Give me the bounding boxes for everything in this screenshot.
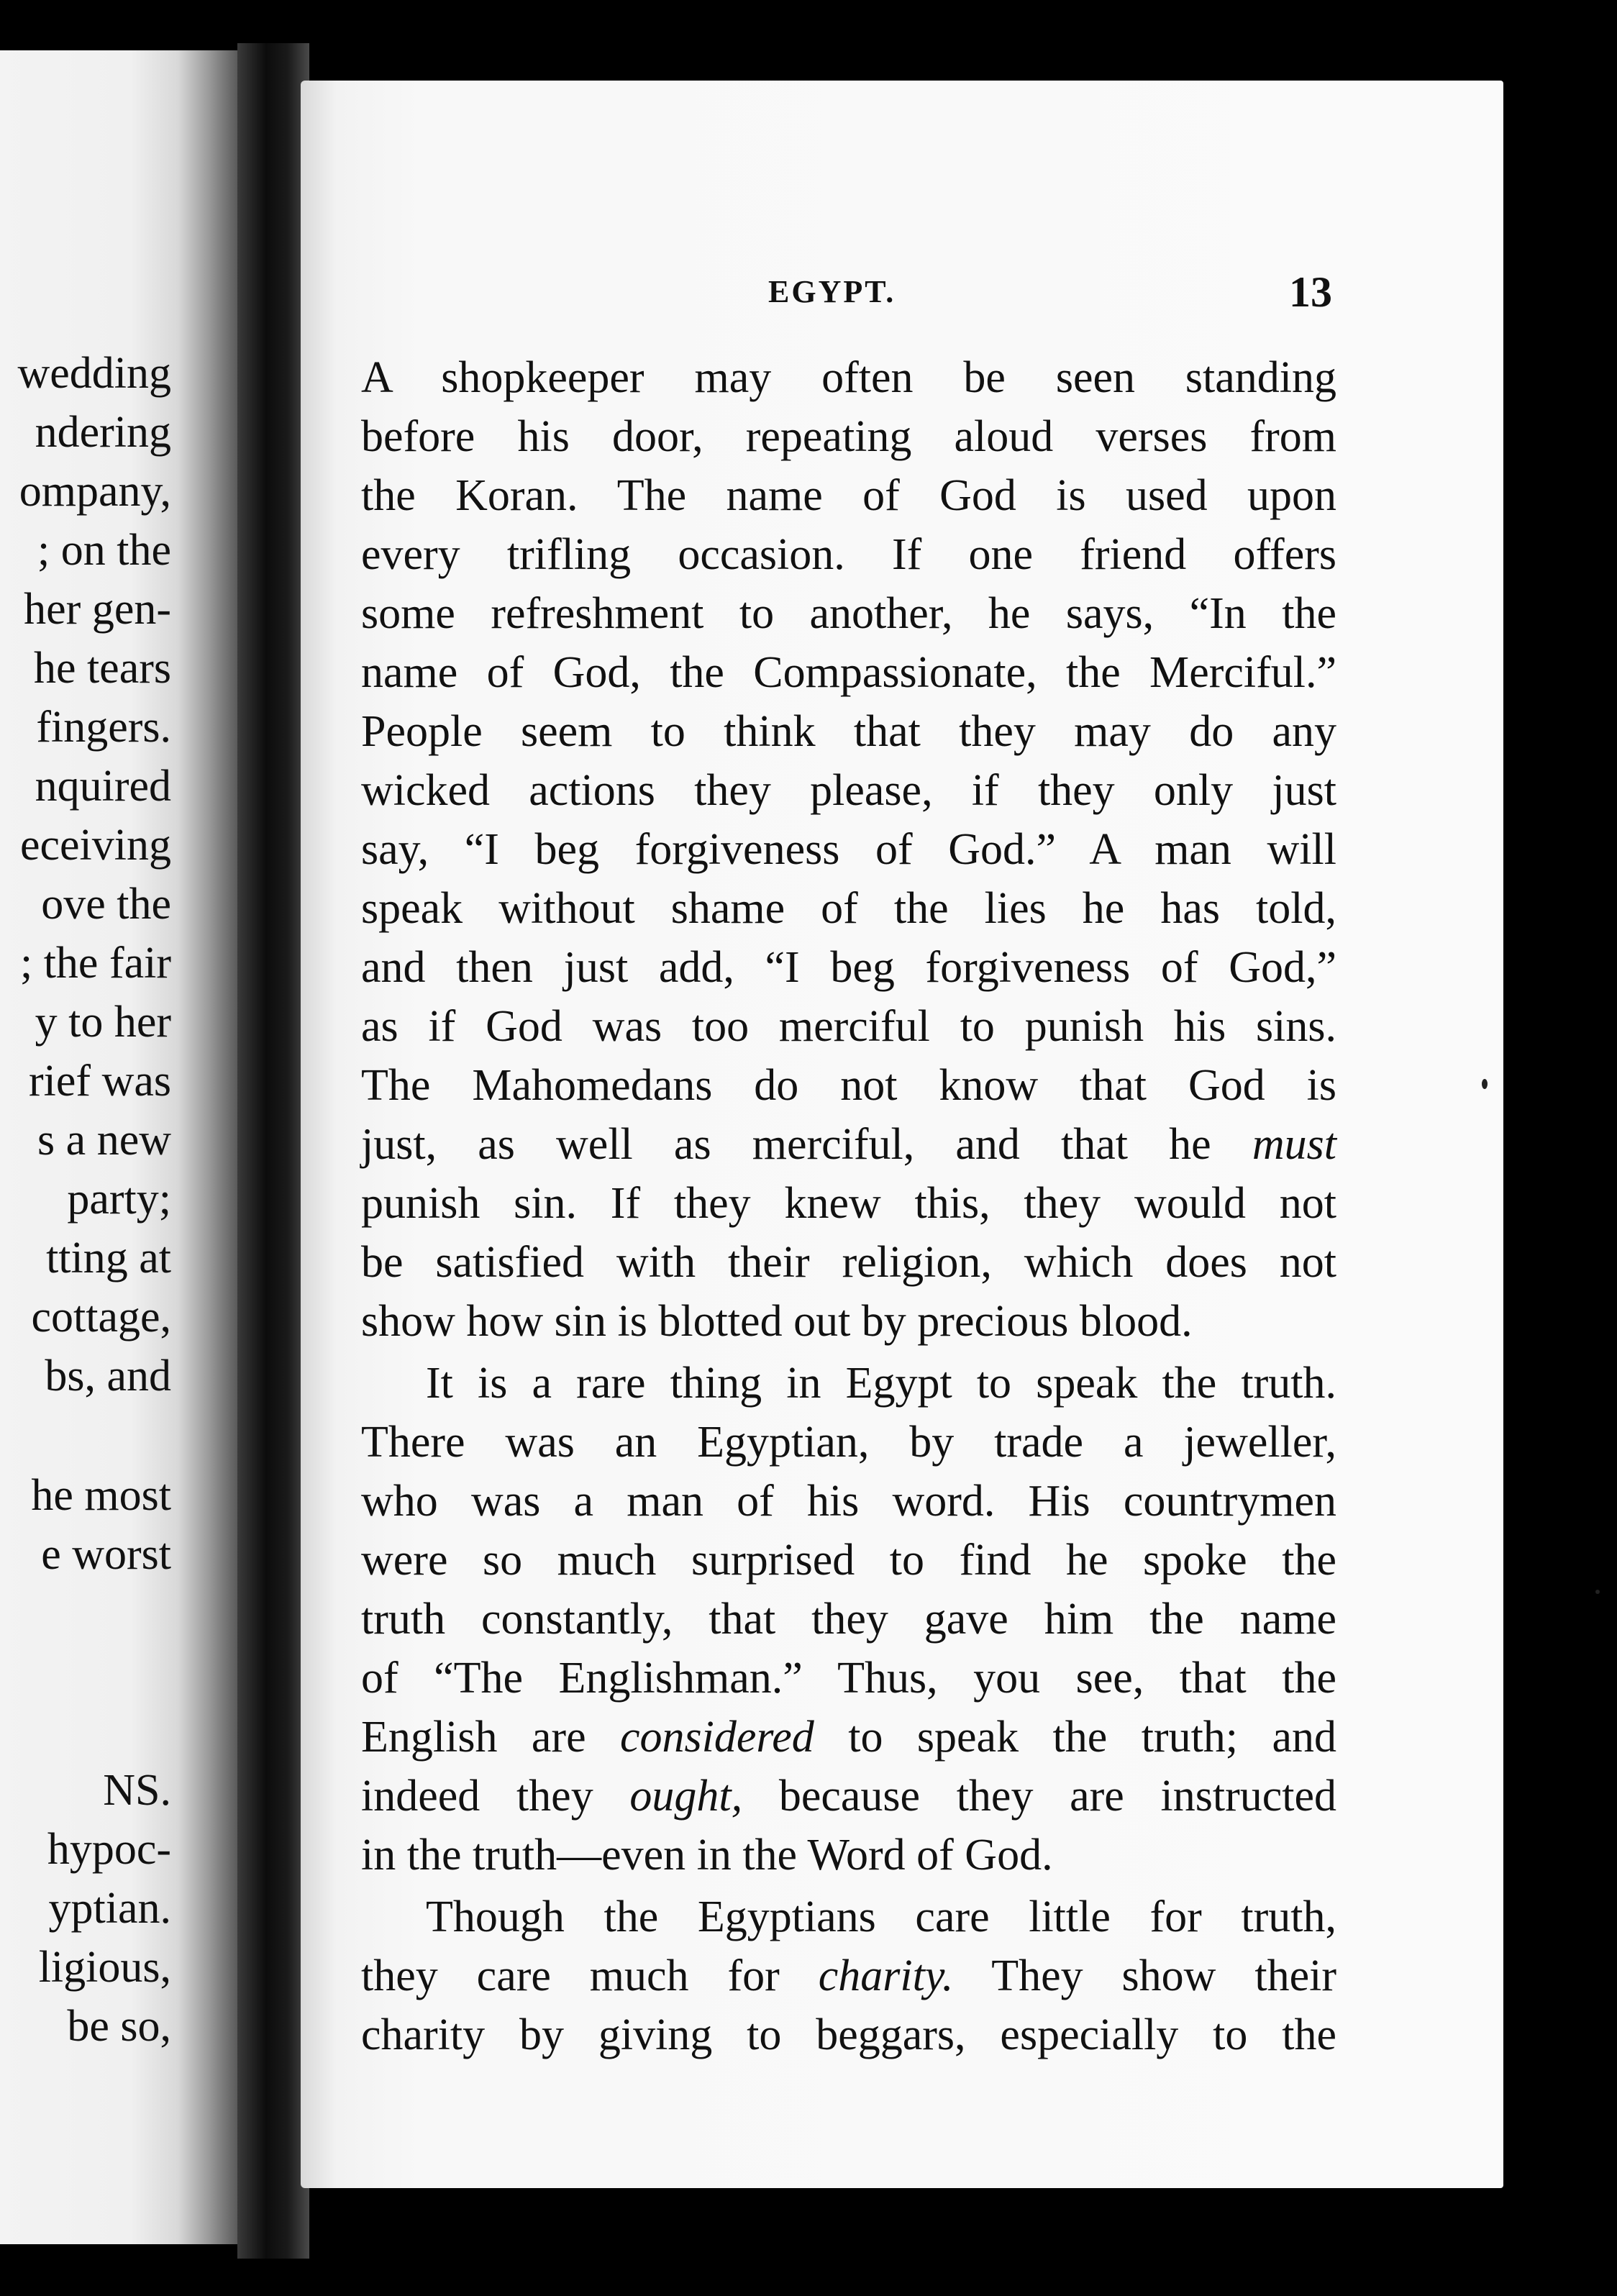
text-line: in the truth—even in the Word of God. [361,1831,1053,1880]
facing-page-line: he tears [33,644,171,693]
text-line: every trifling occasion. If one friend offers [361,530,1336,579]
text-line: name of God, the Compassionate, the Merciful.” [361,648,1336,697]
facing-page-line: party; [67,1175,171,1224]
text-line: indeed they ought, because they are instructed [361,1772,1336,1821]
facing-page-line: fingers. [36,703,171,752]
text-line: as if God was too merciful to punish his sins. [361,1002,1336,1051]
text-line: show how sin is blotted out by precious blood. [361,1297,1193,1346]
paragraph [361,1887,1336,2064]
text-line: and then just add, “I beg forgiveness of God,” [361,943,1336,992]
facing-page-line: wedding [17,349,171,398]
text-line: they care much for charity. They show their [361,1951,1337,2000]
running-head [301,268,1503,324]
body-text [361,348,1336,2064]
text-line: before his door, repeating aloud verses from [361,412,1336,461]
text-line: speak without shame of the lies he has told, [361,884,1336,933]
text-line: truth constantly, that they gave him the name [361,1595,1336,1644]
facing-page-line: ; the fair [19,939,171,988]
book-gutter [237,43,309,2259]
facing-page-line: ompany, [19,467,171,516]
book-page [301,81,1503,2188]
text-line: Though the Egyptians care little for truth, [426,1892,1336,1941]
scan-speck [1482,1079,1488,1089]
facing-page-line: her gen- [24,585,171,634]
facing-page-line: hypoc- [47,1825,171,1874]
facing-page-line: nquired [35,762,171,811]
page-number: 13 [1289,268,1332,316]
running-head-title: EGYPT. [768,274,896,309]
text-line: English are considered to speak the truth; and [361,1713,1336,1762]
text-line: of “The Englishman.” Thus, you see, that the [361,1654,1336,1703]
facing-page-line: NS. [103,1766,171,1815]
facing-page-line: ove the [41,880,171,929]
text-line: It is a rare thing in Egypt to speak the truth. [426,1359,1336,1408]
text-line: some refreshment to another, he says, “In the [361,589,1336,638]
text-line: just, as well as merciful, and that he must [361,1120,1336,1169]
text-line: wicked actions they please, if they only just [361,766,1336,815]
facing-page-line: be so, [67,2002,171,2051]
facing-page-line: he most [31,1471,171,1520]
text-line: charity by giving to beggars, especially to the [361,2010,1336,2059]
facing-page-line: tting at [46,1234,171,1283]
facing-page-line: ligious, [38,1943,171,1992]
text-line: There was an Egyptian, by trade a jeweller, [361,1418,1336,1467]
facing-page-left [0,50,237,2244]
facing-page-line: ; on the [37,526,171,575]
text-line: who was a man of his word. His countrymen [361,1477,1336,1526]
facing-page-line: eceiving [19,821,171,870]
scan-speck [1595,1590,1600,1594]
facing-page-line: y to her [35,998,171,1047]
text-line: the Koran. The name of God is used upon [361,471,1336,520]
text-line: were so much surprised to find he spoke the [361,1536,1336,1585]
facing-page-line: cottage, [31,1293,171,1341]
facing-page-line: yptian. [48,1884,171,1933]
paragraph [361,1354,1336,1885]
text-line: punish sin. If they knew this, they would not [361,1179,1336,1228]
facing-page-line: s a new [37,1116,171,1165]
text-line: People seem to think that they may do any [361,707,1336,756]
facing-page-line: ndering [35,408,171,457]
text-line: be satisfied with their religion, which does not [361,1238,1336,1287]
facing-page-line: bs, and [45,1352,171,1400]
facing-page-line: e worst [41,1530,171,1579]
paragraph [361,348,1336,1351]
text-line: A shopkeeper may often be seen standing [361,353,1336,402]
text-line: The Mahomedans do not know that God is [361,1061,1336,1110]
text-line: say, “I beg forgiveness of God.” A man will [361,825,1336,874]
facing-page-line: rief was [29,1057,171,1106]
